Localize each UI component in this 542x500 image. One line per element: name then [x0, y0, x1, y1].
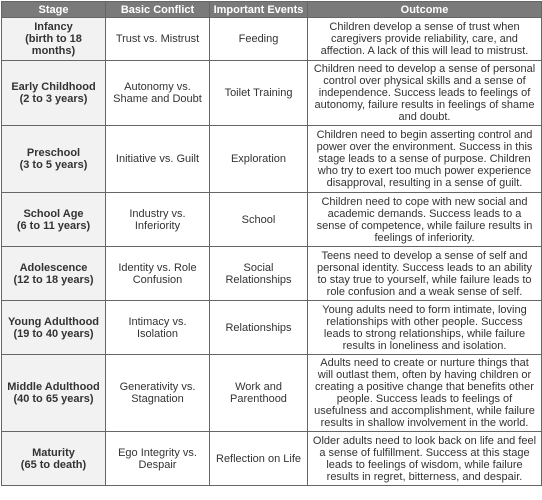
table-row — [2, 193, 542, 247]
stage-cell — [2, 432, 106, 486]
header-stage: Stage — [2, 2, 106, 18]
stage-age: (6 to 11 years) — [16, 219, 91, 232]
stage-name: School Age — [23, 207, 84, 220]
conflict-cell: Generativity vs. Stagnation — [106, 355, 210, 432]
stage-name: Middle Adulthood — [7, 381, 100, 393]
stage-age: (19 to 40 years) — [13, 327, 94, 340]
outcome-cell: Teens need to develop a sense of self and personal identity. Success leads to an ability to stay true to yourself, while failure leads to role confusion and a weak sense of self. — [308, 247, 542, 301]
table-row — [2, 301, 542, 355]
outcome-cell: Children develop a sense of trust when caregivers provide reliability, care, and affection. A lack of this will lead to mistrust. — [308, 18, 542, 61]
table-row — [2, 432, 542, 486]
erikson-stages-table — [1, 1, 542, 486]
stage-cell — [2, 355, 106, 432]
conflict-cell: Identity vs. Role Confusion — [106, 247, 210, 301]
outcome-cell: Older adults need to look back on life and feel a sense of fulfillment. Success at this stage leads to feelings of wisdom, while failure results in regret, bitterness, and despair. — [308, 432, 542, 486]
stage-age: (12 to 18 years) — [13, 273, 94, 286]
events-cell: School — [210, 193, 308, 247]
header-row — [2, 2, 542, 18]
table-container — [1, 1, 541, 486]
conflict-cell: Industry vs. Inferiority — [106, 193, 210, 247]
table-row — [2, 61, 542, 126]
events-cell: Work and Parenthood — [210, 355, 308, 432]
table-row — [2, 355, 542, 432]
stage-cell — [2, 18, 106, 61]
stage-age: (65 to death) — [20, 458, 87, 471]
stage-name: Preschool — [26, 147, 81, 159]
header-basic-conflict: Basic Conflict — [106, 2, 210, 18]
stage-age: (3 to 5 years) — [19, 159, 88, 171]
stage-cell — [2, 61, 106, 126]
conflict-cell: Trust vs. Mistrust — [106, 18, 210, 61]
events-cell: Reflection on Life — [210, 432, 308, 486]
conflict-cell: Autonomy vs. Shame and Doubt — [106, 61, 210, 126]
header-important-events: Important Events — [210, 2, 308, 18]
outcome-cell: Children need to cope with new social and academic demands. Success leads to a sense of competence, while failure results in feelings of inferiority. — [308, 193, 542, 247]
stage-age: (2 to 3 years) — [19, 93, 88, 105]
stage-name: Early Childhood — [11, 81, 96, 93]
outcome-cell: Children need to develop a sense of personal control over physical skills and a sense of independence. Success leads to feelings of autonomy, failure results in feelings of shame and doubt. — [308, 61, 542, 126]
outcome-cell: Children need to begin asserting control and power over the environment. Success in this stage leads to a sense of purpose. Children who try to exert too much power experience disapproval, resulting in a sense of guilt. — [308, 126, 542, 193]
stage-age: (birth to 18 months) — [25, 33, 82, 57]
events-cell: Exploration — [210, 126, 308, 193]
stage-cell — [2, 126, 106, 193]
events-cell: Relationships — [210, 301, 308, 355]
stage-name: Young Adulthood — [7, 315, 100, 328]
table-row — [2, 18, 542, 61]
conflict-cell: Intimacy vs. Isolation — [106, 301, 210, 355]
events-cell: Toilet Training — [210, 61, 308, 126]
conflict-cell: Ego Integrity vs. Despair — [106, 432, 210, 486]
conflict-cell: Initiative vs. Guilt — [106, 126, 210, 193]
events-cell: Social Relationships — [210, 247, 308, 301]
stage-name: Infancy — [34, 21, 73, 33]
events-cell: Feeding — [210, 18, 308, 61]
header-outcome: Outcome — [308, 2, 542, 18]
outcome-cell: Adults need to create or nurture things that will outlast them, often by having children or creating a positive change that benefits other people. Success leads to feelings of usefulness and accomplishment, while failure results in shallow involvement in the world. — [308, 355, 542, 432]
outcome-cell: Young adults need to form intimate, loving relationships with other people. Success leads to strong relationships, while failure results in loneliness and isolation. — [308, 301, 542, 355]
table-row — [2, 247, 542, 301]
stage-cell — [2, 247, 106, 301]
table-row — [2, 126, 542, 193]
stage-cell — [2, 193, 106, 247]
stage-name: Maturity — [32, 446, 75, 459]
stage-age: (40 to 65 years) — [13, 393, 94, 405]
stage-name: Adolescence — [19, 261, 88, 274]
stage-cell — [2, 301, 106, 355]
